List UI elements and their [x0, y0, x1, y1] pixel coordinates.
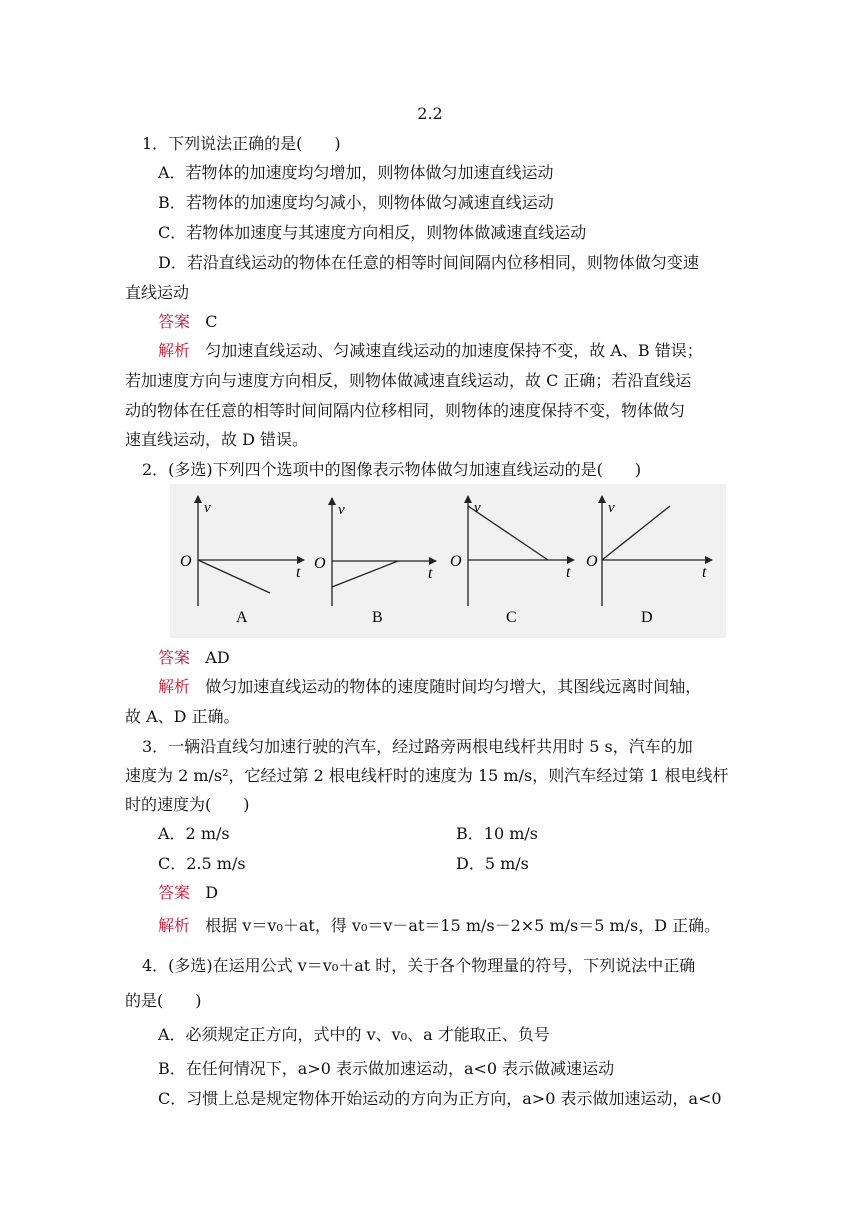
graph-a-origin: O — [180, 553, 192, 570]
q1-option-c: C．若物体加速度与其速度方向相反，则物体做减速直线运动 — [158, 223, 587, 242]
q1-analysis-line3: 动的物体在任意的相等时间间隔内位移相同，则物体的速度保持不变，物体做匀 — [125, 401, 686, 420]
q1-analysis-line2: 若加速度方向与速度方向相反，则物体做减速直线运动，故 C 正确；若沿直线运 — [125, 371, 692, 390]
analysis-label: 解析 — [158, 677, 191, 696]
answer-value: AD — [205, 648, 230, 667]
q3-option-d: D．5 m/s — [456, 854, 529, 873]
graph-d — [586, 496, 712, 626]
q4-option-b: B．在任何情况下，a>0 表示做加速运动，a<0 表示做减速运动 — [158, 1059, 615, 1078]
analysis-text: 匀加速直线运动、匀减速直线运动的加速度保持不变，故 A、B 错误； — [205, 341, 703, 360]
q3-option-a: A．2 m/s — [158, 824, 230, 843]
q3-stem-line3: 时的速度为( ) — [125, 795, 250, 814]
q3-stem-line2: 速度为 2 m/s²，它经过第 2 根电线杆时的速度为 15 m/s，则汽车经过第 1 根电线杆 — [125, 766, 729, 785]
graph-b-origin: O — [314, 555, 326, 572]
graph-d-origin: O — [586, 553, 598, 570]
graph-a-label: A — [236, 609, 248, 626]
vt-graphs-figure — [170, 484, 726, 638]
q2-analysis-line1 — [158, 676, 701, 698]
q1-option-a: A．若物体的加速度均匀增加，则物体做匀加速直线运动 — [158, 163, 554, 182]
answer-label: 答案 — [158, 648, 191, 667]
graph-b-t-label: t — [428, 565, 433, 582]
graph-a — [180, 496, 304, 626]
answer-value: D — [205, 883, 219, 902]
q4-option-a: A．必须规定正方向，式中的 v、v₀、a 才能取正、负号 — [158, 1025, 550, 1044]
graph-c-label: C — [506, 609, 517, 626]
q1-option-b: B．若物体的加速度均匀减小，则物体做匀减速直线运动 — [158, 193, 554, 212]
analysis-text: 根据 v＝v₀＋at，得 v₀＝v－at＝15 m/s－2×5 m/s＝5 m/s，D 正确。 — [205, 916, 721, 935]
q1-stem: 1．下列说法正确的是( ) — [142, 134, 341, 153]
q3-option-c: C．2.5 m/s — [158, 854, 246, 873]
graph-a-v-label: v — [204, 500, 211, 516]
graph-a-line — [198, 560, 270, 593]
answer-label: 答案 — [158, 883, 191, 902]
graph-b-v-label: v — [338, 502, 345, 518]
analysis-text: 做匀加速直线运动的物体的速度随时间均匀增大，其图线远离时间轴， — [205, 677, 702, 696]
q1-analysis-line4: 速直线运动，故 D 错误。 — [125, 430, 309, 449]
graph-d-label: D — [641, 609, 653, 626]
graph-c — [450, 496, 574, 626]
graph-d-v-label: v — [608, 500, 615, 516]
graph-c-origin: O — [450, 553, 462, 570]
graph-b-line — [332, 561, 398, 587]
answer-label: 答案 — [158, 312, 191, 331]
graph-b — [314, 498, 436, 626]
q3-answer — [158, 882, 218, 904]
q2-stem: 2．(多选)下列四个选项中的图像表示物体做匀加速直线运动的是( ) — [142, 460, 642, 479]
q1-option-d-text: D．若沿直线运动的物体在任意的相等时间间隔内位移相同，则物体做匀变速 — [158, 253, 699, 272]
q1-option-d-line1 — [158, 252, 768, 274]
q2-analysis-line2: 故 A、D 正确。 — [125, 707, 240, 726]
q3-option-b: B．10 m/s — [456, 824, 538, 843]
analysis-label: 解析 — [158, 916, 191, 935]
q1-option-d-line2: 直线运动 — [125, 283, 190, 302]
graph-c-v-label: v — [474, 500, 481, 516]
answer-value: C — [205, 312, 218, 331]
graph-c-t-label: t — [566, 564, 571, 581]
q3-analysis-line1 — [158, 915, 720, 937]
q4-stem-line2: 的是( ) — [125, 991, 202, 1010]
analysis-label: 解析 — [158, 341, 191, 360]
q2-answer — [158, 647, 230, 669]
graph-b-label: B — [372, 609, 383, 626]
page-title: 2.2 — [417, 104, 443, 123]
graph-a-t-label: t — [296, 564, 301, 581]
q4-option-c: C．习惯上总是规定物体开始运动的方向为正方向，a>0 表示做加速运动，a<0 — [158, 1089, 722, 1108]
q1-analysis-line1 — [158, 340, 703, 362]
q3-stem-line1: 3．一辆沿直线匀加速行驶的汽车，经过路旁两根电线杆共用时 5 s，汽车的加 — [142, 737, 693, 756]
q4-stem-line1: 4．(多选)在运用公式 v＝v₀＋at 时，关于各个物理量的符号，下列说法中正确 — [142, 956, 696, 975]
q1-answer — [158, 311, 218, 333]
graph-d-t-label: t — [702, 564, 707, 581]
